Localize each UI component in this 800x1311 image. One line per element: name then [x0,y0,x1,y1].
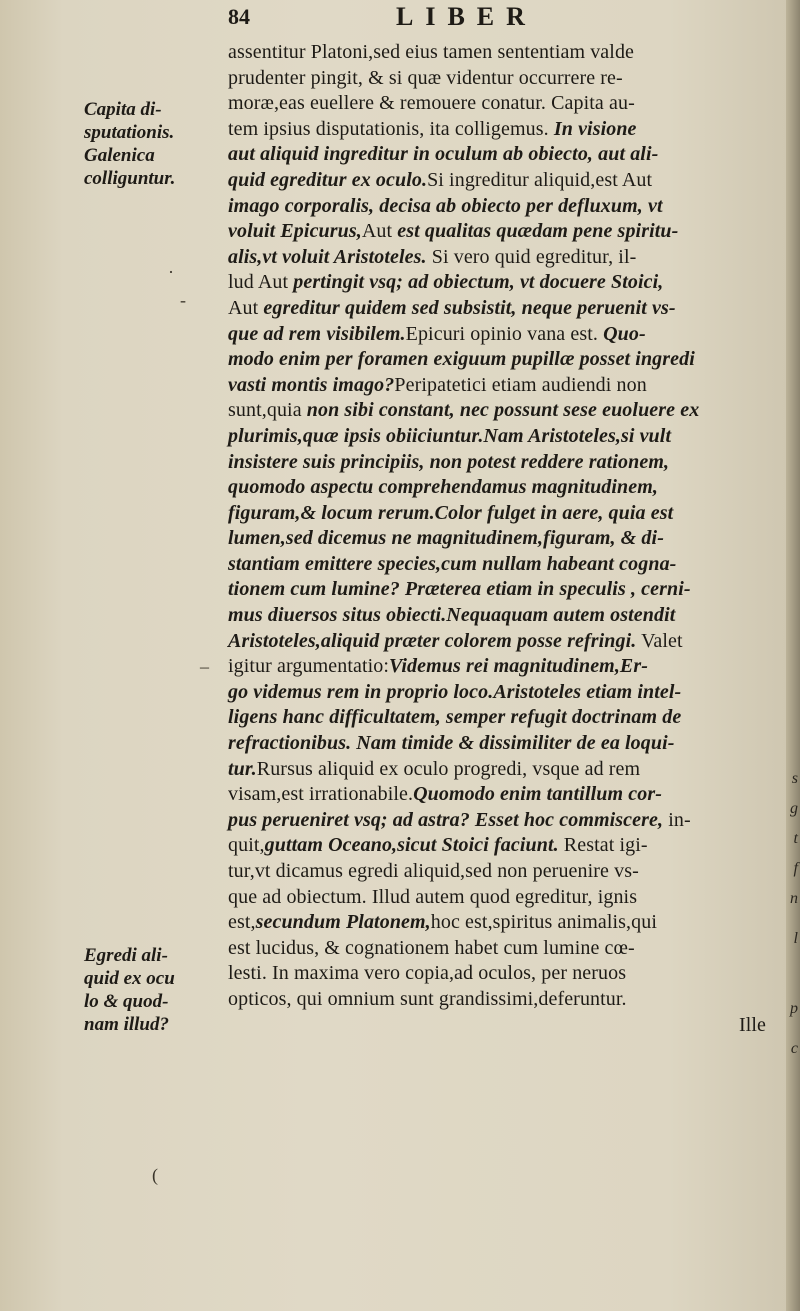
text-line [228,833,786,859]
text-segment: ligens hanc difficultatem, semper refugit doctrinam de [228,706,682,729]
text-segment: est qualitas quædam pene spiritu- [397,220,679,243]
text-segment: tur,vt dicamus egredi aliquid,sed non peruenire vs- [228,860,639,882]
margin-note-line: Capita di- [84,99,162,120]
text-segment: Si vero quid egreditur, il- [426,245,637,268]
text-segment: Si ingreditur aliquid,est Aut [427,168,653,191]
text-segment: In visione [553,117,637,140]
text-segment: prudenter pingit, & si quæ videntur occurrere re- [228,66,623,89]
text-line [228,654,786,680]
text-segment: opticos, qui omnium sunt grandissimi,deferuntur. [228,987,627,1010]
margin-note-line: quid ex ocu [84,968,175,989]
text-segment: aut aliquid ingreditur in oculum ab obiecto, aut ali- [228,143,659,166]
folio-number: 84 [228,4,250,29]
text-segment: que ad rem visibilem. [228,322,406,345]
text-segment: Valet [636,629,683,652]
margin-note-line: lo & quod- [84,991,169,1012]
text-segment: Aut [361,220,398,243]
text-segment: moræ,eas euellere & remouere conatur. Capita au- [228,92,635,115]
text-segment: quid egreditur ex oculo. [228,168,428,191]
text-line [228,450,786,476]
text-line [228,731,786,757]
margin-note-egredi [84,944,224,1036]
text-line [228,66,786,92]
page-header [228,2,648,30]
text-segment: plurimis,quæ ipsis obiiciuntur.Nam Aristoteles,si vult [228,424,672,447]
text-line [228,245,786,271]
text-line [228,961,786,987]
text-line [228,603,786,629]
text-segment: Peripatetici etiam audiendi non [394,373,647,396]
text-line [228,117,786,143]
text-segment: Restat igi- [558,834,648,857]
text-line [228,398,786,424]
text-segment: Aristoteles,aliquid præter colorem posse refringi. [228,629,637,652]
text-line [228,424,786,450]
text-segment: quit, [228,834,265,857]
text-segment: secundum Platonem, [255,911,431,934]
text-segment: pertingit vsq; ad obiectum, vt docuere Stoici, [293,271,664,294]
text-segment: Aut [228,296,264,319]
text-segment: refractionibus. Nam timide & dissimiliter de ea loqui- [228,732,675,755]
text-line [228,577,786,603]
text-segment: est lucidus, & cognationem habet cum lumine cœ- [228,936,635,959]
edge-letter: c [790,1040,798,1057]
text-segment: tionem cum lumine? Præterea etiam in speculis , cerni- [228,578,691,601]
text-segment: non sibi constant, nec possunt sese euoluere ex [306,399,700,422]
text-segment: figuram,& locum rerum.Color fulget in aere, quia est [228,501,674,524]
text-segment: sunt,quia [228,399,307,422]
facing-page-edge [786,0,800,1311]
edge-letter: f [793,860,798,877]
text-segment: hoc est,spiritus animalis,qui [430,911,657,934]
text-segment: est, [228,911,256,934]
text-segment: lesti. In maxima vero copia,ad oculos, per neruos [228,962,627,985]
stain-mark: ( [152,1165,158,1185]
margin-note-line: Egredi ali- [84,945,168,966]
edge-letter: g [790,800,798,817]
stain-mark: · [168,262,174,282]
body-text [228,40,786,1038]
text-segment: tem ipsius disputationis, ita colligemus. [228,117,554,140]
text-line [228,142,786,168]
text-line [228,987,786,1013]
text-line [228,808,786,834]
text-line [228,373,786,399]
text-segment: guttam Oceano,sicut Stoici faciunt. [264,834,559,857]
text-segment: pus perueniret vsq; ad astra? Esset hoc commiscere, [228,808,664,831]
edge-letter: n [790,890,798,907]
text-line [228,680,786,706]
margin-note-line: sputationis. [84,122,175,143]
margin-note-line: Galenica [84,145,155,166]
text-line [228,270,786,296]
text-segment: voluit Epicurus, [228,220,362,243]
text-segment: stantiam emittere species,cum nullam habeant cogna- [228,552,677,575]
text-segment: in- [663,808,691,831]
text-segment: insistere suis principiis, non potest reddere rationem, [228,450,670,473]
stain-mark: - [180,290,186,310]
text-segment: tur. [228,757,257,780]
margin-note-line: colliguntur. [84,168,176,189]
margin-note-capita [84,98,224,190]
text-segment: Videmus rei magnitudinem,Er- [389,655,649,678]
text-line [228,910,786,936]
text-line [228,705,786,731]
text-segment: go videmus rem in proprio loco.Aristoteles etiam intel- [228,680,682,703]
text-segment: que ad obiectum. Illud autem quod egreditur, ignis [228,885,638,908]
text-line [228,757,786,783]
text-line [228,219,786,245]
margin-note-line: nam illud? [84,1014,169,1035]
text-line [228,936,786,962]
running-head: LIBER [396,2,537,31]
text-line [228,629,786,655]
text-line [228,501,786,527]
text-segment: vasti montis imago? [228,373,395,396]
text-segment: igitur argumentatio: [228,655,390,678]
text-segment: Ille [738,1013,766,1036]
text-line [228,1013,786,1039]
text-segment: Quo- [603,322,646,345]
text-line [228,40,786,66]
text-segment: modo enim per foramen exiguum pupillæ posset ingredi [228,348,695,371]
text-line [228,91,786,117]
text-line [228,322,786,348]
edge-letter: p [790,1000,798,1017]
text-line [228,782,786,808]
text-segment: imago corporalis, decisa ab obiecto per defluxum, vt [228,194,663,217]
edge-letter: t [793,830,798,847]
edge-letter: s [791,770,798,787]
text-line [228,194,786,220]
text-segment: quomodo aspectu comprehendamus magnitudinem, [228,476,659,499]
text-segment: alis,vt voluit Aristoteles. [228,245,427,268]
text-line [228,475,786,501]
text-line [228,526,786,552]
text-segment: mus diuersos situs obiecti.Nequaquam autem ostendit [228,604,676,627]
text-line [228,347,786,373]
text-segment: egreditur quidem sed subsistit, neque peruenit vs- [263,296,676,319]
edge-letter: l [793,930,798,947]
text-segment: lud Aut [228,271,294,294]
text-segment: Epicuri opinio vana est. [405,322,604,345]
text-line [228,552,786,578]
text-line [228,168,786,194]
text-segment: Rursus aliquid ex oculo progredi, vsque ad rem [256,757,641,780]
stain-mark: _ [200,650,209,670]
text-line [228,296,786,322]
text-segment: visam,est irrationabile. [228,783,414,806]
text-line [228,885,786,911]
text-segment: assentitur Platoni,sed eius tamen sententiam valde [228,41,635,63]
text-segment: lumen,sed dicemus ne magnitudinem,figuram, & di- [228,527,664,550]
text-line [228,859,786,885]
text-segment: Quomodo enim tantillum cor- [413,783,662,806]
